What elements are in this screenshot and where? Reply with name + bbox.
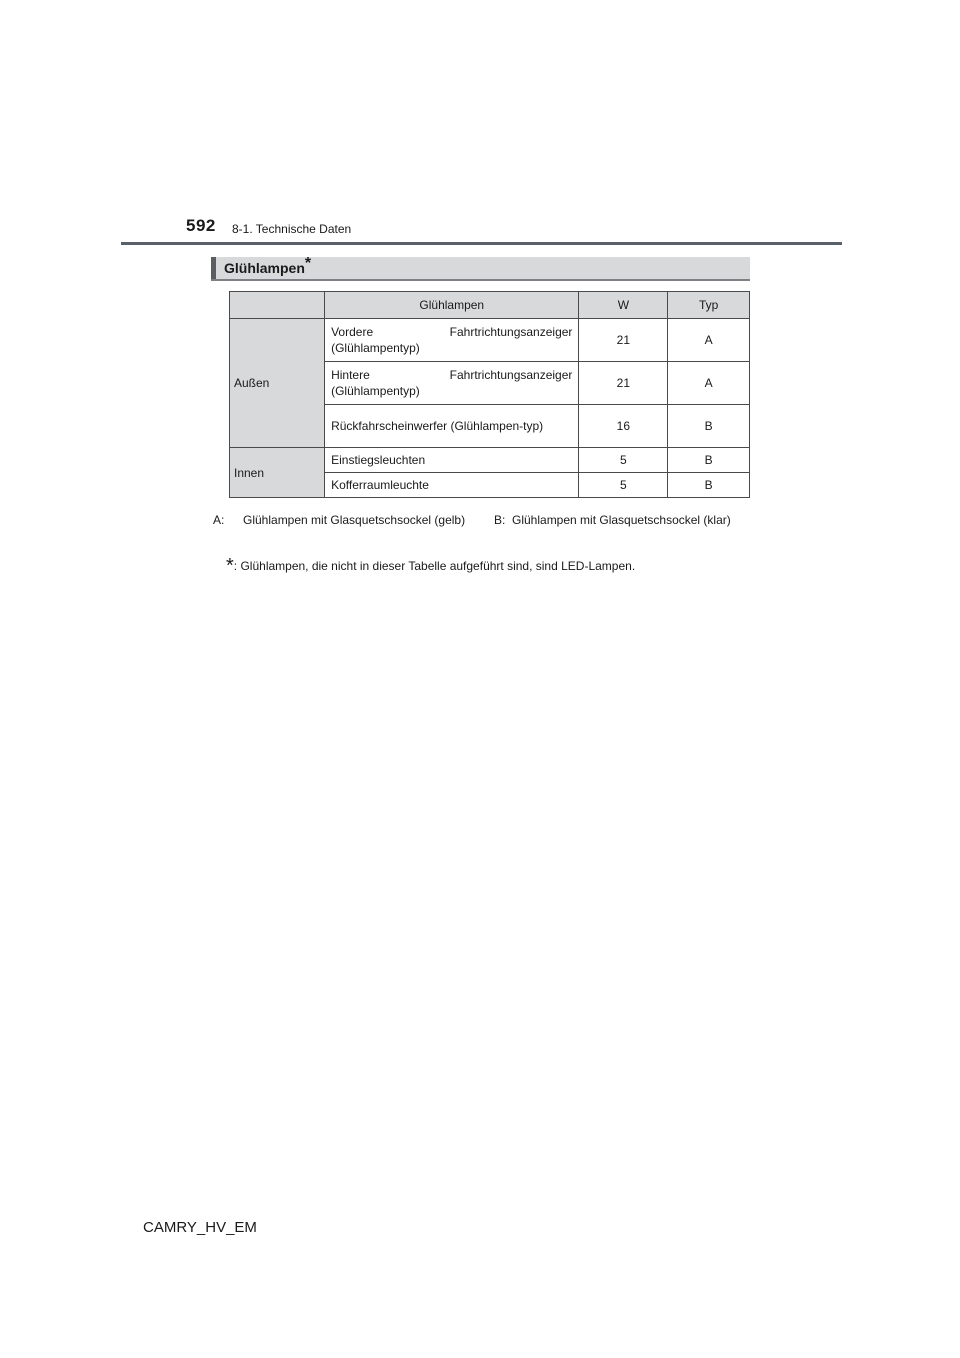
- legend-a-key: A:: [213, 513, 225, 527]
- heading-asterisk: *: [304, 255, 312, 272]
- bulb-table: [229, 291, 750, 498]
- legend-a-text: Glühlampen mit Glasquetschsockel (gelb): [243, 513, 466, 527]
- watt-cell: 5: [579, 473, 668, 498]
- type-cell: A: [668, 319, 750, 362]
- header-cell-bulbs: Glühlampen: [325, 292, 579, 319]
- watt-cell: 5: [579, 448, 668, 473]
- watt-cell: 21: [579, 319, 668, 362]
- footer-code: CAMRY_HV_EM: [143, 1219, 257, 1236]
- header-rule: [121, 242, 842, 245]
- bulb-name-cell: Hintere Fahrtrichtungsanzeiger (Glühlampentyp): [325, 362, 579, 405]
- header-cell-watt: W: [579, 292, 668, 319]
- heading-accent: [211, 257, 216, 279]
- bulb-name-cell: Rückfahrscheinwerfer (Glühlampen-typ): [325, 405, 579, 448]
- type-cell: B: [668, 473, 750, 498]
- category-cell-outside: Außen: [230, 319, 325, 448]
- table-row: [230, 319, 750, 362]
- heading-title-text: Glühlampen: [224, 260, 305, 276]
- legend-b-text: Glühlampen mit Glasquetschsockel (klar): [512, 513, 731, 527]
- bulb-name-cell: Kofferraumleuchte: [325, 473, 579, 498]
- section-path: 8-1. Technische Daten: [232, 222, 352, 236]
- footnote-asterisk: *: [226, 555, 234, 577]
- legend-b-key: B:: [494, 513, 506, 527]
- footnote-text: : Glühlampen, die nicht in dieser Tabelle aufgeführt sind, sind LED-Lampen.: [233, 559, 636, 573]
- table-header-row: [230, 292, 750, 319]
- page-number: 592: [186, 216, 216, 235]
- heading-title: [224, 255, 312, 276]
- footnote: [226, 555, 635, 578]
- section-heading: [211, 257, 750, 281]
- table-row: [230, 448, 750, 473]
- bulb-name-cell: Einstiegsleuchten: [325, 448, 579, 473]
- watt-cell: 21: [579, 362, 668, 405]
- header-cell-empty: [230, 292, 325, 319]
- type-cell: B: [668, 448, 750, 473]
- type-cell: A: [668, 362, 750, 405]
- category-cell-inside: Innen: [230, 448, 325, 498]
- type-cell: B: [668, 405, 750, 448]
- bulb-name-cell: Vordere Fahrtrichtungsanzeiger (Glühlampentyp): [325, 319, 579, 362]
- watt-cell: 16: [579, 405, 668, 448]
- header-cell-type: Typ: [668, 292, 750, 319]
